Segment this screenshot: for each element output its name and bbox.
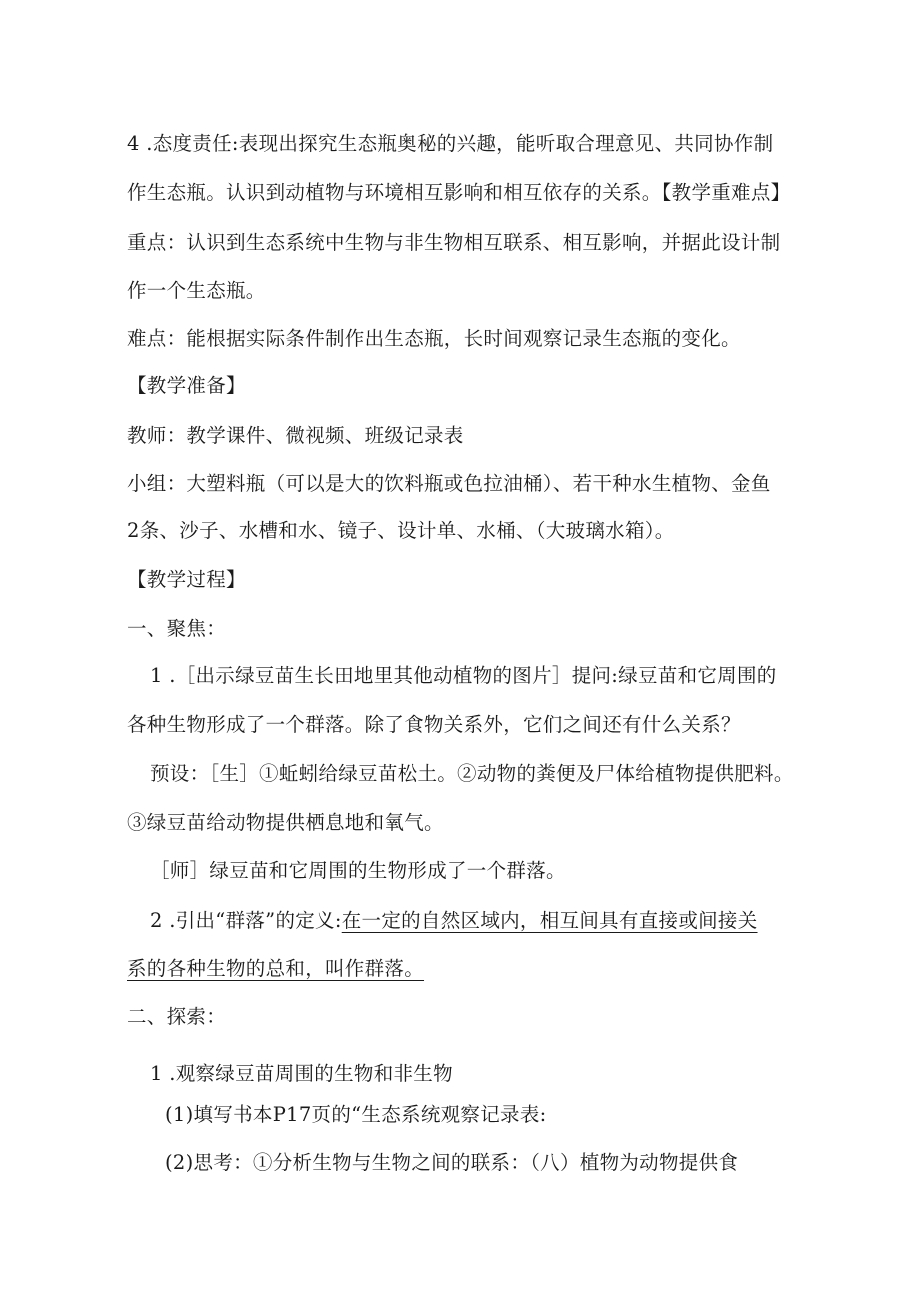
text-line: (2)思考：①分析生物与生物之间的联系：（八）植物为动物提供食 bbox=[165, 1151, 739, 1174]
text-line: 小组：大塑料瓶（可以是大的饮料瓶或色拉油桶）、若干种水生植物、金鱼 bbox=[127, 472, 771, 495]
section-heading: 【教学准备】 bbox=[127, 374, 246, 397]
text-line: 作一个生态瓶。 bbox=[127, 279, 266, 302]
text-line: ③绿豆苗给动物提供栖息地和氧气。 bbox=[127, 811, 444, 834]
text-line bbox=[150, 909, 758, 933]
text-line: 2条、沙子、水槽和水、镜子、设计单、水桶、（大玻璃水箱）。 bbox=[127, 519, 675, 542]
text-line: 作生态瓶。认识到动植物与环境相互影响和相互依存的关系。【教学重难点】 bbox=[127, 181, 791, 204]
definition-lead: 2 .引出“群落”的定义: bbox=[150, 909, 342, 932]
section-heading: 【教学过程】 bbox=[127, 568, 246, 591]
text-line: 预设：［生］①蚯蚓给绿豆苗松土。②动物的粪便及尸体给植物提供肥料。 bbox=[150, 762, 794, 785]
text-line: 1 .观察绿豆苗周围的生物和非生物 bbox=[150, 1062, 453, 1085]
section-heading: 二、探索： bbox=[127, 1005, 227, 1028]
text-line: 重点：认识到生态系统中生物与非生物相互联系、相互影响，并据此设计制 bbox=[127, 231, 781, 254]
text-line: ［师］绿豆苗和它周围的生物形成了一个群落。 bbox=[150, 859, 566, 882]
text-line: 4 .态度责任:表现出探究生态瓶奥秘的兴趣，能听取合理意见、共同协作制 bbox=[127, 132, 774, 155]
text-line: (1)填写书本P17页的“生态系统观察记录表: bbox=[165, 1103, 547, 1126]
text-line: 难点：能根据实际条件制作出生态瓶，长时间观察记录生态瓶的变化。 bbox=[127, 327, 741, 350]
section-heading: 一、聚焦： bbox=[127, 617, 227, 640]
definition-underlined: 在一定的自然区域内，相互间具有直接或间接关 bbox=[341, 909, 758, 932]
text-line: 1 .［出示绿豆苗生长田地里其他动植物的图片］提问:绿豆苗和它周围的 bbox=[150, 664, 777, 687]
text-line: 教师：教学课件、微视频、班级记录表 bbox=[127, 424, 464, 447]
text-line: 各种生物形成了一个群落。除了食物关系外，它们之间还有什么关系？ bbox=[127, 713, 741, 736]
definition-underlined: 系的各种生物的总和，叫作群落。 bbox=[127, 957, 425, 980]
